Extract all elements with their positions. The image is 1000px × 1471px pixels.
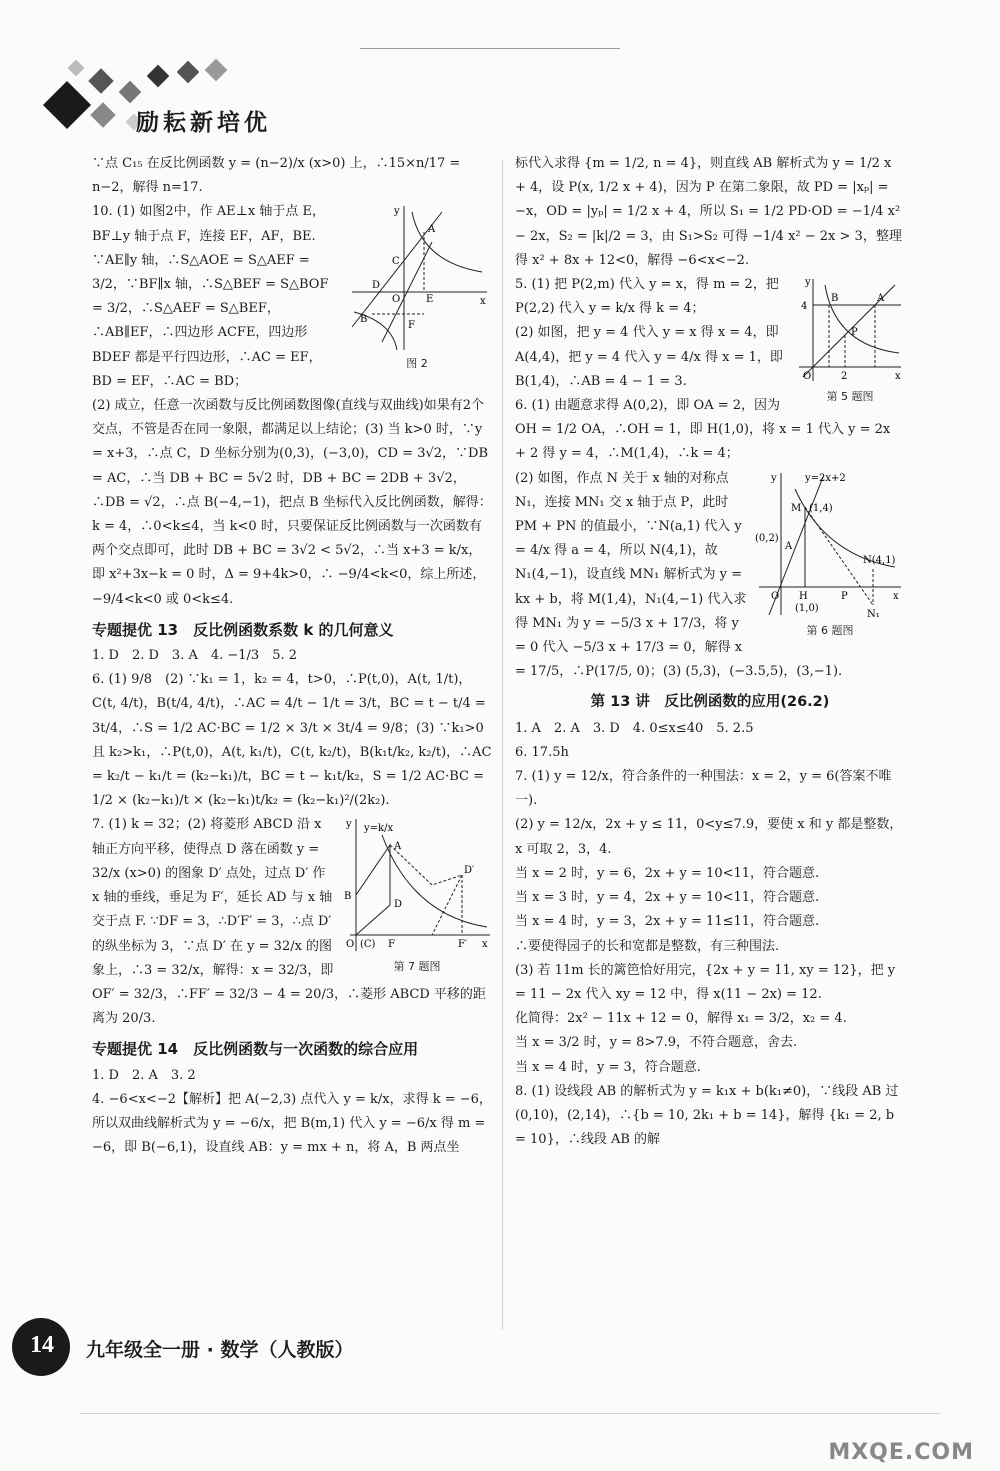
paragraph: 10. (1) 如图2中，作 AE⊥x 轴于点 E，BF⊥y 轴于点 F，连接 EF，AF，BE. ∵AE∥y 轴，∴S△AOE = S△AEF = 3/2，∵BF∥x 轴，∴S△BEF = S△BOF = 3/2，∴S△AEF = S△BEF，∴AB∥EF，∴四边形 ACFE，四边形 BDEF 都是平行四边形，∴AC = EF，BD = EF，∴AC = BD；	[92, 204, 329, 389]
question-6-1: 6. (1) 由题意求得 A(0,2)，即 OA = 2，因为 OH = 1/2 OA，∴OH = 1，即 H(1,0)，将 x = 1 代入 y = 2x + 2 得 y = 4，∴M(1,4)，∴k = 4；	[515, 398, 891, 462]
fig7-label: F	[388, 939, 395, 951]
fig7-label: B	[344, 891, 352, 903]
fig5-label: y	[805, 277, 811, 289]
q7-line: 化简得：2x² − 11x + 12 = 0，解得 x₁ = 3/2，x₂ = 4.	[515, 1011, 847, 1027]
fig5-label: B	[831, 293, 839, 305]
page-number: 14	[30, 1332, 54, 1358]
figure-7-graph	[342, 815, 492, 955]
fig2-label: x	[480, 296, 486, 308]
fig5-label: x	[895, 371, 901, 383]
fig7-label: y	[346, 819, 352, 831]
fig6-label: (1,4)	[809, 502, 833, 514]
fig6-label: P	[841, 590, 848, 602]
fig6-label: N₁	[867, 608, 880, 619]
question-4: 4. −6<x<−2【解析】把 A(−2,3) 点代入 y = k/x，求得 k = −6，所以双曲线解析式为 y = −6/x，把 B(m,1) 代入 y = −6/x 得 m = −6，即 B(−6,1)，设直线 AB：y = mx + n，将 A，B 两点坐	[92, 1091, 492, 1156]
header-rule	[360, 48, 620, 49]
q7-line: 当 x = 3 时，y = 4，2x + y = 10<11，符合题意.	[515, 890, 820, 906]
fig7-label: D	[394, 899, 403, 911]
answers-14: 1. D 2. A 3. 2	[92, 1067, 196, 1083]
q7-line: ∴要使得园子的长和宽都是整数，有三种围法.	[515, 938, 780, 954]
fig6-label: x	[893, 590, 899, 602]
fig7-label: F′	[458, 939, 468, 951]
figure-2	[342, 202, 492, 376]
footer-rule	[80, 1413, 940, 1414]
figure-6	[755, 469, 905, 643]
paragraph: 标代入求得 {m = 1/2, n = 4}，则直线 AB 解析式为 y = 1/2 x + 4，设 P(x, 1/2 x + 4)，因为 P 在第二象限，故 PD = |xₚ| = −x，OD = |yₚ| = 1/2 x + 4，所以 S₁ = 1/2 PD·OD = −1/4 x² − 2x，S₂ = |k|/2 = 3，由 S₁>S₂ 可得 −1/4 x² − 2x > 3，整理得 x² + 8x + 12<0，解得 −6<x<−2.	[515, 156, 902, 268]
question-6: 6. (1) 9/8 (2) ∵k₁ = 1，k₂ = 4，t>0，∴P(t,0)，A(t, 1/t)，C(t, 4/t)，B(t/4, 4/t)，∴AC = 4/t − 1/t = 3/t，BC = t − t/4 = 3t/4，∴S = 1/2 AC·BC = 1/2 × 3/t × 3t/4 = 9/8；(3) ∵k₁>0 且 k₂>k₁，∴P(t,0)，A(t, k₁/t)，C(t, k₂/t)，B(k₁t/k₂, k₂/t)，∴AC = k₂/t − k₁/t = (k₂−k₁)/t，BC = t − k₁t/k₂，S = 1/2 AC·BC = 1/2 × (k₂−k₁)/t × (k₂−k₁)t/k₂ = (k₂−k₁)²/(2k₂).	[92, 672, 492, 809]
fig2-label: F	[408, 320, 415, 332]
lesson-13-title: 第 13 讲 反比例函数的应用(26.2)	[590, 694, 830, 711]
figure-2-graph	[342, 202, 492, 352]
fig6-label: A	[785, 540, 793, 552]
column-divider	[502, 160, 503, 1330]
fig6-label: y	[771, 472, 777, 484]
answers-l13-6: 6. 17.5h	[515, 744, 569, 760]
q7-line: 当 x = 3/2 时，y = 8>7.9，不符合题意，舍去.	[515, 1035, 798, 1051]
fig5-label: O	[803, 371, 812, 383]
fig6-label: H	[799, 590, 808, 602]
q7-line: (2) y = 12/x，2x + y ≤ 11，0<y≤7.9，要使 x 和 y 都是整数，x 可取 2，3，4.	[515, 817, 903, 857]
answers-l13: 1. A 2. A 3. D 4. 0≤x≤40 5. 2.5	[515, 720, 754, 736]
q7-line: 当 x = 4 时，y = 3，2x + y = 11≤11，符合题意.	[515, 914, 820, 930]
fig6-label: O	[771, 590, 780, 602]
q7-line: 当 x = 2 时，y = 6，2x + y = 10<11，符合题意.	[515, 865, 820, 881]
q7-line: 当 x = 4 时，y = 3，符合题意.	[515, 1059, 701, 1075]
fig7-label: (C)	[360, 939, 376, 951]
paragraph: ∵点 C₁₅ 在反比例函数 y = (n−2)/x (x>0) 上，∴15×n/17 = n−2，解得 n=17.	[92, 156, 461, 196]
fig6-label: N(4,1)	[863, 554, 896, 566]
fig2-label: D	[372, 280, 381, 292]
question-8: 8. (1) 设线段 AB 的解析式为 y = k₁x + b(k₁≠0)，∵线段 AB 过 (0,10)，(2,14)，∴{b = 10, 2k₁ + b = 14}，解得 {k₁ = 2, b = 10}，∴线段 AB 的解	[515, 1083, 899, 1148]
question-6-2: (2) 如图，作点 N 关于 x 轴的对称点 N₁，连接 MN₁ 交 x 轴于点 P，此时 PM + PN 的值最小，∵N(a,1) 代入 y = 4/x 得 a = 4，所以 N(4,1)，故 N₁(4,−1)，设直线 MN₁ 解析式为 y = kx + b，将 M(1,4)，N₁(4,−1) 代入求得 MN₁ 为 y = −5/3 x + 17/3，将 y = 0 代入 −5/3 x + 17/3 = 0，解得 x = 17/5，∴P(17/5, 0)；(3) (5,3)，(−3.5,5)，(3,−1).	[515, 470, 843, 680]
fig6-label: (1,0)	[795, 602, 819, 614]
fig7-label: x	[482, 939, 488, 951]
watermark: MXQE.COM	[828, 1440, 974, 1465]
answers-13: 1. D 2. D 3. A 4. −1/3 5. 2	[92, 648, 297, 664]
figure-6-caption: 第 6 题图	[806, 623, 854, 637]
fig2-label: y	[394, 206, 400, 218]
fig2-label: A	[428, 224, 436, 236]
right-column	[515, 152, 905, 1152]
figure-6-graph	[755, 469, 905, 619]
figure-5-graph	[795, 275, 905, 385]
figure-5	[795, 275, 905, 409]
q7-line: 7. (1) y = 12/x，符合条件的一种围法：x = 2，y = 6(答案不唯一).	[515, 769, 892, 809]
section-title-13: 专题提优 13 反比例函数系数 k 的几何意义	[92, 620, 394, 639]
figure-5-caption: 第 5 题图	[826, 390, 874, 404]
fig7-label: A	[394, 841, 402, 853]
fig7-label: O	[346, 939, 355, 951]
fig7-label: D′	[464, 865, 475, 877]
brand-title: 励耘新培优	[136, 109, 271, 136]
section-title-14: 专题提优 14 反比例函数与一次函数的综合应用	[92, 1040, 419, 1059]
fig2-label: B	[360, 314, 368, 326]
fig5-label: A	[877, 293, 885, 305]
fig7-label: y=k/x	[364, 823, 394, 835]
figure-7-caption: 第 7 题图	[393, 960, 441, 974]
fig6-label: (0,2)	[755, 532, 779, 544]
figure-7	[342, 815, 492, 979]
paragraph: (2) 成立，任意一次函数与反比例函数图像(直线与双曲线)如果有2个交点，不管是否在同一象限，都满足以上结论；(3) 当 k>0 时，∵y = x+3，∴点 C，D 坐标分别为(0,3)，(−3,0)，CD = 3√2，∵DB = AC，∴当 DB + BC = 5√2 时，DB + BC = 2DB + 3√2，∴DB = √2，∴点 B(−4,−1)，把点 B 坐标代入反比例函数，解得：k = 4，∴0<k≤4，当 k<0 时，只要保证反比例函数与一次函数有两个交点即可，此时 DB + BC = 3√2 < 5√2，∴当 x+3 = k/x，即 x²+3x−k = 0 时，Δ = 9+4k>0，∴ −9/4<k<0，综上所述，−9/4<k<0 或 0<k≤4.	[92, 398, 492, 607]
figure-2-caption: 图 2	[406, 357, 428, 371]
question-5-2: (2) 如图，把 y = 4 代入 y = x 得 x = 4，即 A(4,4)，把 y = 4 代入 y = 4/x 得 x = 1，即 B(1,4)，∴AB = 4 − 1 = 3.	[515, 325, 783, 389]
left-column	[92, 152, 492, 1160]
fig2-label: O	[392, 294, 401, 306]
fig5-label: 2	[841, 371, 848, 383]
fig6-label: y=2x+2	[805, 472, 846, 484]
book-title: 九年级全一册 · 数学（人教版）	[86, 1339, 354, 1361]
fig2-label: E	[426, 294, 434, 306]
fig2-label: C	[392, 256, 400, 268]
question-7: 7. (1) k = 32；(2) 将菱形 ABCD 沿 x 轴正方向平移，使得点 D 落在函数 y = 32/x (x>0) 的图象 D′ 点处，过点 D′ 作 x 轴的垂线，垂足为 F′，延长 AD 与 x 轴交于点 F. ∵DF = 3，∴D′F′ = 3，∴点 D′ 的纵坐标为 3，∵点 D′ 在 y = 32/x 的图象上，∴3 = 32/x，解得：x = 32/3，即 OF′ = 32/3，∴FF′ = 32/3 − 4 = 20/3，∴菱形 ABCD 平移的距离为 20/3.	[92, 817, 486, 1027]
question-5-1: 5. (1) 把 P(2,m) 代入 y = x，得 m = 2，把 P(2,2) 代入 y = k/x 得 k = 4；	[515, 277, 779, 317]
fig5-label: 4	[801, 301, 808, 313]
fig6-label: M	[791, 502, 802, 514]
q7-line: (3) 若 11m 长的篱笆恰好用完，{2x + y = 11, xy = 12}，把 y = 11 − 2x 代入 xy = 12 中，得 x(11 − 2x) = 12.	[515, 962, 896, 1002]
fig5-label: P	[851, 327, 858, 339]
